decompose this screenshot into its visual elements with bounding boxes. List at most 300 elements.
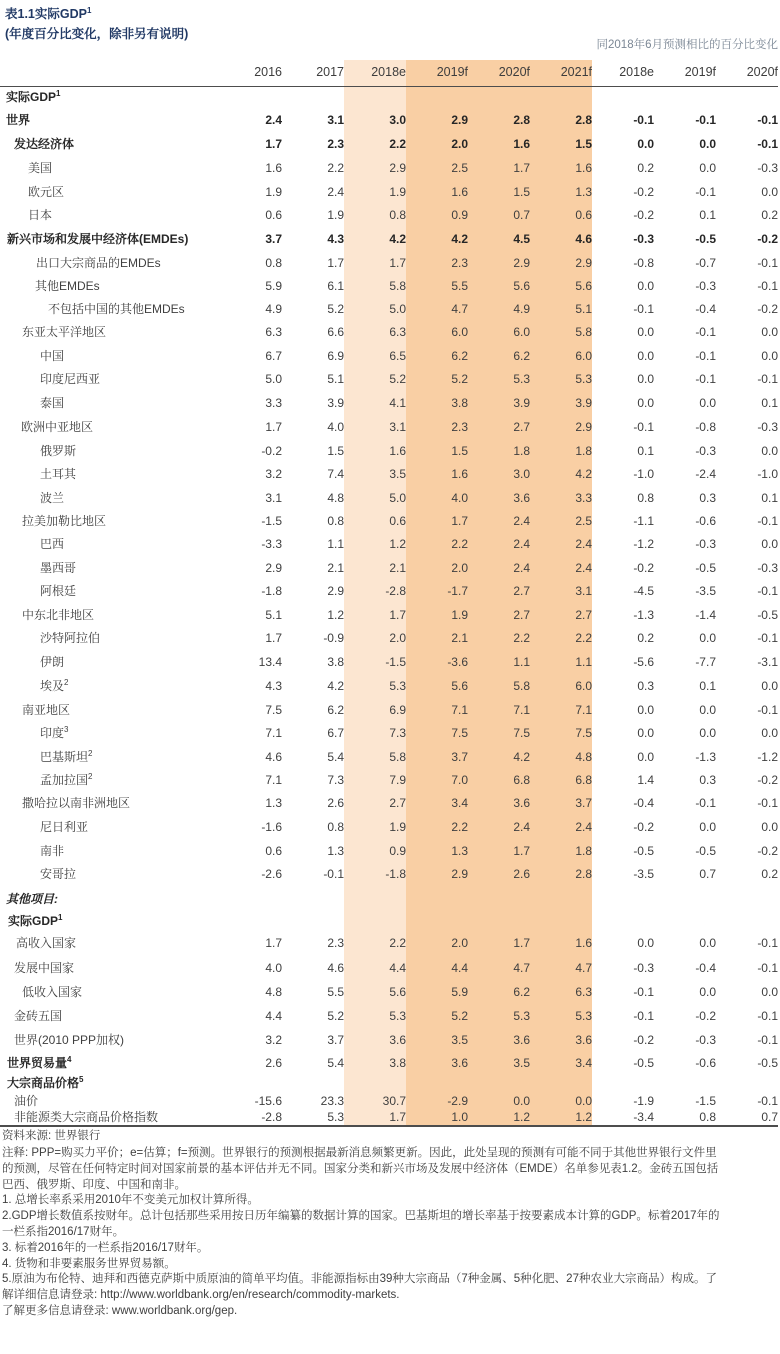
value-cell: 3.7 xyxy=(327,1033,344,1047)
value-cell xyxy=(530,913,592,930)
value-cell: 1.6 xyxy=(389,444,406,458)
value-cell: 1.7 xyxy=(513,844,530,858)
value-cell: 1.1 xyxy=(575,655,592,669)
value-cell: 0.8 xyxy=(389,208,406,222)
value-cell: 1.7 xyxy=(265,936,282,950)
forecast-comparison-note: 同2018年6月预测相比的百分比变化 xyxy=(596,39,778,51)
table-row xyxy=(0,108,778,132)
value-cell: 0.0 xyxy=(761,726,778,740)
value-cell: 2.7 xyxy=(513,420,530,434)
value-cell xyxy=(344,886,406,913)
value-cell: -0.1 xyxy=(757,584,778,598)
value-cell: 7.1 xyxy=(451,703,468,717)
value-cell: -1.0 xyxy=(757,467,778,481)
table-row xyxy=(0,556,778,580)
row-label: 埃及$^2$ xyxy=(40,678,69,693)
value-cell: 0.0 xyxy=(699,137,716,151)
value-cell: 0.8 xyxy=(327,820,344,834)
table-row xyxy=(0,275,778,298)
value-cell: 0.2 xyxy=(637,631,654,645)
value-cell: 1.2 xyxy=(513,1110,530,1124)
value-cell: 6.7 xyxy=(327,726,344,740)
value-cell: 2.4 xyxy=(575,820,592,834)
value-cell: -0.1 xyxy=(633,420,654,434)
value-cell: 7.1 xyxy=(265,726,282,740)
value-cell: 2.0 xyxy=(451,936,468,950)
value-cell: -0.1 xyxy=(757,256,778,270)
value-cell: 4.2 xyxy=(327,679,344,693)
value-cell: 4.0 xyxy=(327,420,344,434)
table-row xyxy=(0,1074,778,1093)
table-row xyxy=(0,980,778,1004)
value-cell: -0.1 xyxy=(757,961,778,975)
table-row xyxy=(0,1004,778,1028)
table-title-superscript: 1 xyxy=(86,5,92,15)
row-label: 世界贸易量$^4$ xyxy=(7,1055,72,1070)
value-cell: 2.3 xyxy=(327,936,344,950)
value-cell: 2.4 xyxy=(575,537,592,551)
value-cell: 0.3 xyxy=(699,773,716,787)
value-cell: 3.0 xyxy=(389,113,406,127)
table-title xyxy=(5,4,91,22)
value-cell: 1.7 xyxy=(513,936,530,950)
value-cell: 3.1 xyxy=(327,113,344,127)
value-cell: -3.5 xyxy=(695,584,716,598)
value-cell xyxy=(468,913,530,930)
gdp-table xyxy=(0,60,778,1125)
value-cell xyxy=(592,87,654,108)
value-cell: 1.6 xyxy=(265,161,282,175)
value-cell: 0.0 xyxy=(761,679,778,693)
value-cell: 4.7 xyxy=(575,961,592,975)
value-cell: 4.4 xyxy=(265,1009,282,1023)
value-cell: -1.2 xyxy=(757,750,778,764)
value-cell: 0.0 xyxy=(637,325,654,339)
value-cell: 5.0 xyxy=(389,302,406,316)
column-header-row xyxy=(0,60,778,87)
value-cell: -0.2 xyxy=(633,185,654,199)
value-cell: -0.1 xyxy=(757,372,778,386)
value-cell: -0.5 xyxy=(695,561,716,575)
value-cell: 2.7 xyxy=(389,796,406,810)
value-cell: 1.8 xyxy=(575,444,592,458)
value-cell: 1.6 xyxy=(451,185,468,199)
value-cell: 0.0 xyxy=(761,444,778,458)
row-label: 尼日利亚 xyxy=(40,820,89,834)
value-cell: 7.3 xyxy=(389,726,406,740)
value-cell xyxy=(530,886,592,913)
value-cell: 0.0 xyxy=(637,279,654,293)
value-cell: 2.8 xyxy=(575,113,592,127)
value-cell: -1.1 xyxy=(633,514,654,528)
value-cell xyxy=(220,87,282,108)
value-cell: 0.0 xyxy=(761,325,778,339)
value-cell: 3.0 xyxy=(513,467,530,481)
value-cell xyxy=(282,1074,344,1093)
value-cell xyxy=(716,886,778,913)
row-label: 大宗商品价格$^5$ xyxy=(7,1075,84,1090)
table-row xyxy=(0,180,778,204)
value-cell: -0.2 xyxy=(757,302,778,316)
value-cell: 5.4 xyxy=(327,1056,344,1070)
table-row xyxy=(0,913,778,930)
table-row xyxy=(0,674,778,698)
value-cell: 0.0 xyxy=(699,820,716,834)
value-cell xyxy=(344,1074,406,1093)
value-cell: 0.0 xyxy=(637,750,654,764)
value-cell: -15.6 xyxy=(254,1094,282,1108)
value-cell: 5.3 xyxy=(575,1009,592,1023)
value-cell: 0.1 xyxy=(761,396,778,410)
value-cell: 7.5 xyxy=(265,703,282,717)
value-cell: 0.3 xyxy=(637,679,654,693)
value-cell: 0.6 xyxy=(575,208,592,222)
footnote-line: 了解更多信息请登录: www.worldbank.org/gep. xyxy=(2,1304,238,1317)
row-label-superscript: 1 xyxy=(56,89,61,98)
value-cell xyxy=(406,1074,468,1093)
value-cell: -0.6 xyxy=(695,514,716,528)
table-row xyxy=(0,298,778,321)
row-label: 世界 xyxy=(6,113,31,127)
value-cell: 6.3 xyxy=(575,985,592,999)
value-cell: 1.9 xyxy=(389,820,406,834)
value-cell: 2.4 xyxy=(513,561,530,575)
value-cell xyxy=(282,886,344,913)
value-cell: -0.2 xyxy=(633,208,654,222)
value-cell: -0.1 xyxy=(757,1033,778,1047)
value-cell: 4.5 xyxy=(513,232,530,246)
value-cell xyxy=(530,1074,592,1093)
value-cell: 1.7 xyxy=(265,631,282,645)
value-cell: 0.0 xyxy=(699,726,716,740)
value-cell: -1.5 xyxy=(695,1094,716,1108)
value-cell: 3.9 xyxy=(575,396,592,410)
value-cell: 5.2 xyxy=(451,1009,468,1023)
value-cell: 3.6 xyxy=(575,1033,592,1047)
value-cell xyxy=(592,886,654,913)
value-cell: 6.0 xyxy=(575,349,592,363)
value-cell: 2.9 xyxy=(389,161,406,175)
value-cell: -0.2 xyxy=(633,561,654,575)
value-cell: 6.3 xyxy=(389,325,406,339)
column-header-2016-0: 2016 xyxy=(254,65,282,79)
row-label: 出口大宗商品的EMDEs xyxy=(36,256,161,270)
value-cell: -0.5 xyxy=(695,232,716,246)
value-cell: 0.7 xyxy=(699,867,716,881)
value-cell: 3.7 xyxy=(265,232,282,246)
row-label: 拉美加勒比地区 xyxy=(22,514,107,528)
row-label: 欧元区 xyxy=(28,185,65,199)
table-subtitle: (年度百分比变化，除非另有说明) xyxy=(5,27,189,41)
value-cell: -3.3 xyxy=(261,537,282,551)
value-cell: 6.2 xyxy=(513,985,530,999)
value-cell: 3.6 xyxy=(451,1056,468,1070)
value-cell: 3.5 xyxy=(513,1056,530,1070)
value-cell: -2.9 xyxy=(447,1094,468,1108)
value-cell: 4.6 xyxy=(327,961,344,975)
value-cell: 3.3 xyxy=(265,396,282,410)
value-cell: 3.2 xyxy=(265,1033,282,1047)
table-row xyxy=(0,886,778,913)
value-cell: 0.8 xyxy=(327,514,344,528)
value-cell: 2.1 xyxy=(389,561,406,575)
value-cell xyxy=(592,1074,654,1093)
value-cell: 5.2 xyxy=(389,372,406,386)
value-cell: 1.7 xyxy=(389,1110,406,1124)
row-label: 高收入国家 xyxy=(16,936,77,950)
value-cell: 0.0 xyxy=(699,703,716,717)
value-cell: -0.1 xyxy=(757,796,778,810)
value-cell: 2.3 xyxy=(451,256,468,270)
value-cell: 5.0 xyxy=(389,491,406,505)
value-cell: -0.3 xyxy=(633,961,654,975)
value-cell: 6.0 xyxy=(513,325,530,339)
value-cell: -4.5 xyxy=(633,584,654,598)
table-row xyxy=(0,1028,778,1052)
value-cell: 2.1 xyxy=(451,631,468,645)
value-cell: 0.1 xyxy=(699,208,716,222)
row-label-superscript: 5 xyxy=(79,1075,84,1084)
value-cell: 0.9 xyxy=(451,208,468,222)
value-cell xyxy=(344,913,406,930)
value-cell: -0.3 xyxy=(695,537,716,551)
value-cell: -0.5 xyxy=(633,844,654,858)
value-cell: 1.8 xyxy=(513,444,530,458)
table-row xyxy=(0,1052,778,1074)
value-cell: 5.1 xyxy=(265,608,282,622)
row-label: 泰国 xyxy=(40,396,65,410)
table-row xyxy=(0,863,778,886)
value-cell: 3.2 xyxy=(265,467,282,481)
value-cell: 2.9 xyxy=(513,256,530,270)
value-cell: -0.9 xyxy=(323,631,344,645)
table-row xyxy=(0,321,778,344)
value-cell: -0.1 xyxy=(695,325,716,339)
value-cell: 1.9 xyxy=(451,608,468,622)
footnote-line: 巴西、俄罗斯、印度、中国和南非。 xyxy=(2,1178,186,1191)
value-cell: 4.2 xyxy=(389,232,406,246)
value-cell: 0.7 xyxy=(513,208,530,222)
value-cell: -0.2 xyxy=(757,773,778,787)
value-cell: -0.1 xyxy=(757,279,778,293)
value-cell: -1.5 xyxy=(261,514,282,528)
value-cell: -1.2 xyxy=(633,537,654,551)
table-row xyxy=(0,204,778,227)
value-cell: 1.7 xyxy=(389,608,406,622)
row-label: 不包括中国的其他EMDEs xyxy=(48,302,185,316)
value-cell: 1.3 xyxy=(327,844,344,858)
value-cell: 4.8 xyxy=(265,985,282,999)
value-cell: 1.7 xyxy=(265,137,282,151)
value-cell: 3.1 xyxy=(575,584,592,598)
value-cell: 7.0 xyxy=(451,773,468,787)
value-cell: 1.2 xyxy=(327,608,344,622)
row-label: 实际GDP$^1$ xyxy=(6,89,61,104)
value-cell: 5.3 xyxy=(327,1110,344,1124)
value-cell: 6.0 xyxy=(575,679,592,693)
value-cell: 1.5 xyxy=(451,444,468,458)
table-row xyxy=(0,580,778,603)
row-label-superscript: 4 xyxy=(67,1055,72,1064)
row-label: 伊朗 xyxy=(40,655,65,669)
value-cell: 6.7 xyxy=(265,349,282,363)
value-cell: 3.4 xyxy=(575,1056,592,1070)
value-cell: 3.6 xyxy=(513,1033,530,1047)
value-cell xyxy=(220,886,282,913)
value-cell: 1.7 xyxy=(389,256,406,270)
value-cell: 7.4 xyxy=(327,467,344,481)
value-cell: 2.2 xyxy=(451,537,468,551)
value-cell: 6.9 xyxy=(327,349,344,363)
value-cell: 6.8 xyxy=(513,773,530,787)
table-row xyxy=(0,87,778,108)
value-cell: 4.2 xyxy=(575,467,592,481)
value-cell: -0.1 xyxy=(695,113,716,127)
value-cell: -0.1 xyxy=(757,514,778,528)
value-cell: -5.6 xyxy=(633,655,654,669)
value-cell: 6.2 xyxy=(513,349,530,363)
value-cell: 3.3 xyxy=(575,491,592,505)
row-label: 孟加拉国$^2$ xyxy=(40,772,93,787)
value-cell: -0.8 xyxy=(695,420,716,434)
value-cell xyxy=(220,1074,282,1093)
value-cell: -1.5 xyxy=(385,655,406,669)
value-cell: -0.3 xyxy=(757,561,778,575)
value-cell: 4.7 xyxy=(451,302,468,316)
value-cell xyxy=(716,87,778,108)
footnote-line: 注释: PPP=购买力平价；e=估算；f=预测。世界银行的预测根据最新消息频繁更新。因此，此处呈现的预测有可能不同于其他世界银行文件里 xyxy=(2,1147,717,1159)
value-cell: 7.9 xyxy=(389,773,406,787)
value-cell: -1.7 xyxy=(447,584,468,598)
table-row xyxy=(0,463,778,486)
value-cell: 4.2 xyxy=(513,750,530,764)
value-cell: 2.2 xyxy=(451,820,468,834)
table-row xyxy=(0,344,778,368)
value-cell: 5.4 xyxy=(327,750,344,764)
value-cell: 0.0 xyxy=(637,726,654,740)
value-cell: 1.8 xyxy=(575,844,592,858)
value-cell: 6.6 xyxy=(327,325,344,339)
footnotes xyxy=(2,1127,780,1320)
value-cell: -0.8 xyxy=(633,256,654,270)
row-label: 非能源类大宗商品价格指数 xyxy=(14,1110,159,1124)
row-label: 油价 xyxy=(14,1094,39,1108)
value-cell: 0.1 xyxy=(637,444,654,458)
value-cell: 7.5 xyxy=(451,726,468,740)
value-cell: 7.5 xyxy=(513,726,530,740)
value-cell: -0.2 xyxy=(695,1009,716,1023)
value-cell: 2.4 xyxy=(513,514,530,528)
value-cell: 6.5 xyxy=(389,349,406,363)
table-row xyxy=(0,227,778,251)
value-cell: 6.3 xyxy=(265,325,282,339)
value-cell: 4.7 xyxy=(513,961,530,975)
value-cell: 0.0 xyxy=(761,820,778,834)
value-cell: -1.6 xyxy=(261,820,282,834)
value-cell: -0.1 xyxy=(757,631,778,645)
value-cell: 4.9 xyxy=(513,302,530,316)
table-row xyxy=(0,533,778,556)
value-cell: -7.7 xyxy=(695,655,716,669)
value-cell: 0.0 xyxy=(761,985,778,999)
value-cell: -2.4 xyxy=(695,467,716,481)
value-cell: 4.8 xyxy=(327,491,344,505)
table-row xyxy=(0,510,778,533)
value-cell: 0.8 xyxy=(699,1110,716,1124)
value-cell: 2.2 xyxy=(327,161,344,175)
value-cell: 2.8 xyxy=(575,867,592,881)
footnote-line: 4. 货物和非要素服务世界贸易额。 xyxy=(2,1257,176,1270)
value-cell: 5.8 xyxy=(389,279,406,293)
value-cell: 0.0 xyxy=(761,537,778,551)
value-cell: 0.0 xyxy=(699,631,716,645)
row-label: 阿根廷 xyxy=(40,584,77,598)
value-cell xyxy=(654,886,716,913)
value-cell: 7.1 xyxy=(575,703,592,717)
table-row xyxy=(0,439,778,463)
value-cell: 7.1 xyxy=(513,703,530,717)
table-body xyxy=(0,87,778,1125)
value-cell: 6.1 xyxy=(327,279,344,293)
value-cell: 2.5 xyxy=(451,161,468,175)
column-header-2019f-7: 2019f xyxy=(684,65,716,79)
value-cell: -0.1 xyxy=(633,302,654,316)
value-cell: 1.2 xyxy=(575,1110,592,1124)
value-cell: 0.0 xyxy=(637,372,654,386)
footnote-line: 一栏系指2016/17财年。 xyxy=(2,1225,125,1238)
value-cell: 4.3 xyxy=(327,232,344,246)
table-row xyxy=(0,722,778,745)
value-cell: 5.6 xyxy=(575,279,592,293)
row-label-superscript: 2 xyxy=(88,749,93,758)
value-cell: 5.5 xyxy=(327,985,344,999)
row-label: 巴基斯坦$^2$ xyxy=(40,749,93,764)
value-cell: -1.0 xyxy=(633,467,654,481)
value-cell: 3.9 xyxy=(513,396,530,410)
value-cell: 0.0 xyxy=(637,396,654,410)
table-row xyxy=(0,815,778,839)
row-label-superscript: 1 xyxy=(58,913,63,922)
value-cell: 2.9 xyxy=(451,113,468,127)
value-cell: 0.0 xyxy=(699,396,716,410)
value-cell: 2.9 xyxy=(451,867,468,881)
value-cell: 5.8 xyxy=(389,750,406,764)
table-row xyxy=(0,415,778,439)
row-label: 墨西哥 xyxy=(40,561,77,575)
value-cell: 4.4 xyxy=(389,961,406,975)
value-cell xyxy=(406,87,468,108)
value-cell: 5.2 xyxy=(327,1009,344,1023)
value-cell: -0.1 xyxy=(757,936,778,950)
value-cell: -0.5 xyxy=(757,1056,778,1070)
value-cell: 23.3 xyxy=(320,1094,344,1108)
row-label: 实际GDP$^1$ xyxy=(8,913,63,928)
value-cell: 3.8 xyxy=(327,655,344,669)
value-cell: 0.0 xyxy=(637,936,654,950)
value-cell: 1.3 xyxy=(265,796,282,810)
value-cell xyxy=(716,1074,778,1093)
value-cell: -3.4 xyxy=(633,1110,654,1124)
value-cell: 4.4 xyxy=(451,961,468,975)
value-cell xyxy=(406,913,468,930)
table-row xyxy=(0,391,778,415)
value-cell: -0.1 xyxy=(757,703,778,717)
value-cell: 1.7 xyxy=(265,420,282,434)
value-cell: 4.8 xyxy=(575,750,592,764)
table-row xyxy=(0,650,778,674)
value-cell: -0.5 xyxy=(757,608,778,622)
row-label: 东亚太平洋地区 xyxy=(22,325,107,339)
